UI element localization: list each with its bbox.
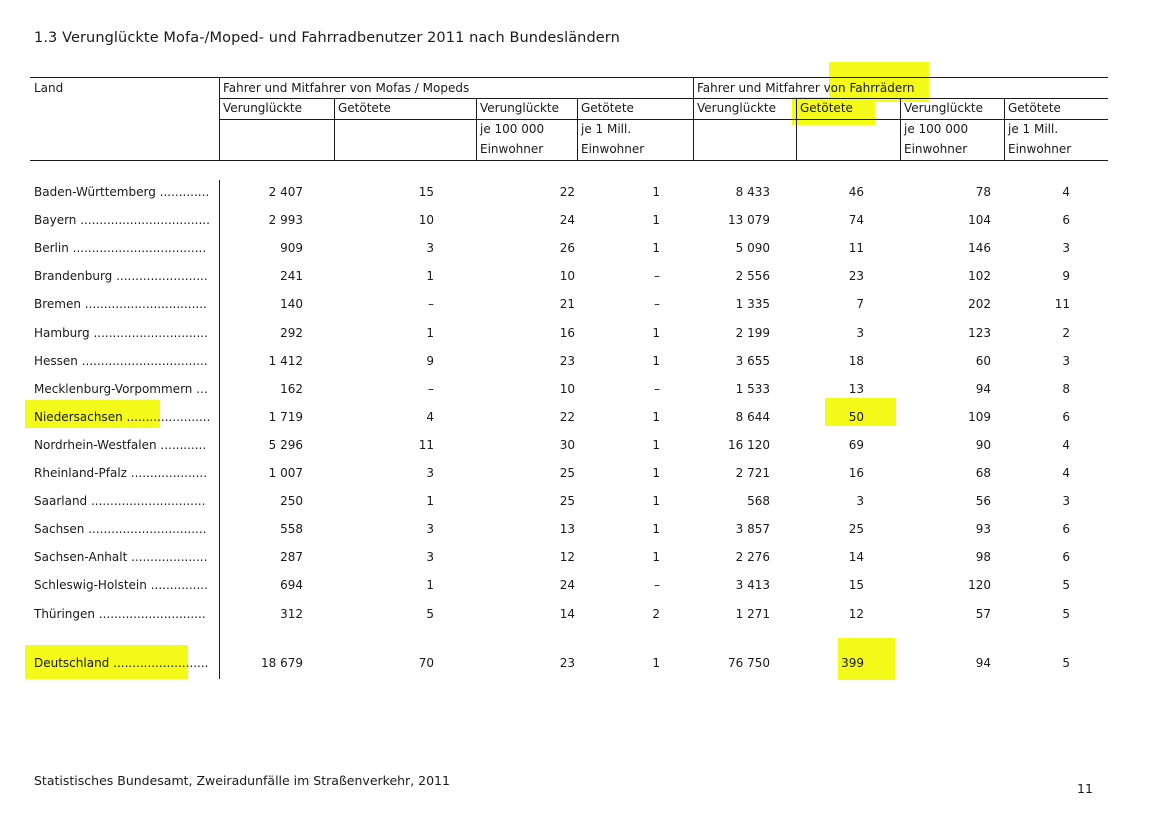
cell-value: 146: [968, 241, 991, 255]
cell-value: 1: [426, 269, 434, 283]
cell-value: 1: [652, 550, 660, 564]
cell-value: 94: [975, 656, 991, 670]
cell-value: 3 655: [735, 354, 770, 368]
cell-value: 104: [968, 213, 991, 227]
cell-value: 558: [280, 522, 303, 536]
cell-value: 12: [848, 607, 864, 621]
rule-sub: [219, 119, 1108, 120]
col-divider: [334, 98, 335, 160]
cell-value: 10: [559, 382, 575, 396]
cell-value: 3 413: [735, 578, 770, 592]
cell-value: 78: [975, 185, 991, 199]
row-land: [34, 382, 215, 396]
cell-value: 14: [848, 550, 864, 564]
header-verunglueckte: Verunglückte: [223, 101, 302, 115]
cell-value: 5: [1062, 656, 1070, 670]
cell-value: 16 120: [728, 438, 770, 452]
cell-value: 23: [559, 656, 575, 670]
cell-value: 7: [856, 297, 864, 311]
cell-value: 102: [968, 269, 991, 283]
cell-value: 18 679: [261, 656, 303, 670]
cell-value: 12: [559, 550, 575, 564]
row-land: [34, 522, 215, 536]
land-name: Rheinland-Pfalz: [34, 466, 127, 480]
cell-value: 3: [856, 326, 864, 340]
cell-value: 16: [848, 466, 864, 480]
cell-value: 241: [280, 269, 303, 283]
cell-value: 312: [280, 607, 303, 621]
cell-value: 25: [559, 466, 575, 480]
cell-value: 123: [968, 326, 991, 340]
leader-dots: ...................................: [68, 241, 207, 255]
cell-value: 1: [652, 241, 660, 255]
cell-value: 109: [968, 410, 991, 424]
land-name: Sachsen: [34, 522, 85, 536]
cell-value: 8 433: [735, 185, 770, 199]
leader-dots: ...............: [146, 578, 208, 592]
cell-value: 94: [975, 382, 991, 396]
cell-value: 15: [848, 578, 864, 592]
header-je-100000: je 100 000: [904, 122, 969, 136]
cell-value: 15: [418, 185, 434, 199]
header-getoetete: Getötete: [581, 101, 634, 115]
col-divider: [1004, 98, 1005, 160]
page-number: 11: [1077, 781, 1093, 796]
cell-value: 22: [559, 185, 575, 199]
cell-value: 6: [1062, 550, 1070, 564]
cell-value: 13: [559, 522, 575, 536]
col-divider: [796, 98, 797, 160]
cell-value: 1 007: [268, 466, 303, 480]
cell-value: 1: [652, 438, 660, 452]
cell-value: 76 750: [728, 656, 770, 670]
cell-value: 4: [1062, 466, 1070, 480]
land-name: Mecklenburg-Vorpommern: [34, 382, 193, 396]
cell-value: 1: [652, 213, 660, 227]
leader-dots: .........................: [109, 656, 209, 670]
header-einwohner: Einwohner: [904, 142, 968, 156]
cell-value: 1: [652, 522, 660, 536]
land-name: Niedersachsen: [34, 410, 123, 424]
land-name: Bayern: [34, 213, 77, 227]
cell-value: 3 857: [735, 522, 770, 536]
row-land: [34, 466, 215, 480]
header-einwohner: Einwohner: [1008, 142, 1072, 156]
col-divider: [476, 98, 477, 160]
cell-value: 8: [1062, 382, 1070, 396]
cell-value: –: [428, 297, 434, 311]
cell-value: 5 296: [268, 438, 303, 452]
land-name: Hamburg: [34, 326, 90, 340]
cell-value: 93: [975, 522, 991, 536]
header-getoetete: Getötete: [338, 101, 391, 115]
cell-value: 13 079: [728, 213, 770, 227]
cell-value: –: [654, 382, 660, 396]
cell-value: 50: [848, 410, 864, 424]
cell-value: 4: [1062, 438, 1070, 452]
land-name: Bremen: [34, 297, 81, 311]
cell-value: 5: [1062, 607, 1070, 621]
land-name: Baden-Württemberg: [34, 185, 156, 199]
cell-value: 6: [1062, 410, 1070, 424]
row-land: [34, 578, 215, 592]
row-land: [34, 607, 215, 621]
row-land: [34, 297, 215, 311]
cell-value: 11: [1054, 297, 1070, 311]
cell-value: 18: [848, 354, 864, 368]
land-name: Berlin: [34, 241, 69, 255]
cell-value: 60: [975, 354, 991, 368]
cell-value: 69: [848, 438, 864, 452]
row-land: [34, 494, 215, 508]
cell-value: 3: [1062, 241, 1070, 255]
cell-value: 6: [1062, 213, 1070, 227]
cell-value: 1: [426, 494, 434, 508]
cell-value: 8 644: [735, 410, 770, 424]
cell-value: 70: [418, 656, 434, 670]
leader-dots: ............................: [95, 607, 206, 621]
leader-dots: ................................: [80, 297, 207, 311]
row-land: [34, 656, 215, 670]
land-name: Brandenburg: [34, 269, 113, 283]
cell-value: 24: [559, 578, 575, 592]
cell-value: 16: [559, 326, 575, 340]
row-land: [34, 213, 215, 227]
cell-value: –: [654, 269, 660, 283]
cell-value: 2: [1062, 326, 1070, 340]
header-land: Land: [34, 81, 64, 95]
cell-value: 3: [856, 494, 864, 508]
cell-value: 4: [1062, 185, 1070, 199]
cell-value: 9: [1062, 269, 1070, 283]
row-land: [34, 550, 215, 564]
header-einwohner: Einwohner: [480, 142, 544, 156]
cell-value: 694: [280, 578, 303, 592]
rule-header-bottom: [30, 160, 1108, 161]
leader-dots: ..............................: [89, 326, 208, 340]
rule-top: [30, 77, 1108, 78]
cell-value: 21: [559, 297, 575, 311]
cell-value: 13: [848, 382, 864, 396]
leader-dots: ............: [156, 438, 207, 452]
cell-value: 9: [426, 354, 434, 368]
cell-value: 10: [559, 269, 575, 283]
land-name: Nordrhein-Westfalen: [34, 438, 157, 452]
row-land: [34, 269, 215, 283]
cell-value: 11: [848, 241, 864, 255]
cell-value: 14: [559, 607, 575, 621]
cell-value: 46: [848, 185, 864, 199]
cell-value: 24: [559, 213, 575, 227]
cell-value: 1 533: [735, 382, 770, 396]
cell-value: 22: [559, 410, 575, 424]
cell-value: 1: [426, 578, 434, 592]
cell-value: 120: [968, 578, 991, 592]
cell-value: 1 412: [268, 354, 303, 368]
cell-value: 1: [652, 326, 660, 340]
cell-value: 399: [841, 656, 864, 670]
cell-value: 250: [280, 494, 303, 508]
cell-value: 25: [559, 494, 575, 508]
cell-value: 57: [975, 607, 991, 621]
row-land: [34, 241, 215, 255]
header-einwohner: Einwohner: [581, 142, 645, 156]
row-land: [34, 185, 215, 199]
leader-dots: ...............................: [84, 522, 207, 536]
cell-value: 30: [559, 438, 575, 452]
cell-value: 5: [426, 607, 434, 621]
col-divider-mofa-fahrrad: [693, 77, 694, 160]
header-group-mofa: Fahrer und Mitfahrer von Mofas / Mopeds: [223, 81, 470, 95]
leader-dots: .............: [155, 185, 210, 199]
leader-dots: ..................................: [76, 213, 210, 227]
cell-value: 1 719: [268, 410, 303, 424]
cell-value: 1: [652, 466, 660, 480]
cell-value: 292: [280, 326, 303, 340]
cell-value: 2 721: [735, 466, 770, 480]
cell-value: 3: [1062, 494, 1070, 508]
row-land: [34, 438, 215, 452]
header-group-fahrrad: Fahrer und Mitfahrer von Fahrrädern: [697, 81, 915, 95]
table-title: 1.3 Verunglückte Mofa-/Moped- und Fahrradbenutzer 2011 nach Bundesländern: [34, 30, 620, 46]
cell-value: 2 993: [268, 213, 303, 227]
land-name: Hessen: [34, 354, 78, 368]
header-je-100000: je 100 000: [480, 122, 545, 136]
col-divider-land: [219, 77, 220, 160]
cell-value: 2 199: [735, 326, 770, 340]
cell-value: 98: [975, 550, 991, 564]
cell-value: 3: [426, 522, 434, 536]
cell-value: 3: [426, 241, 434, 255]
cell-value: 4: [426, 410, 434, 424]
cell-value: 2 407: [268, 185, 303, 199]
land-name: Sachsen-Anhalt: [34, 550, 128, 564]
cell-value: 287: [280, 550, 303, 564]
land-name: Saarland: [34, 494, 88, 508]
cell-value: 25: [848, 522, 864, 536]
cell-value: 1 335: [735, 297, 770, 311]
row-land: [34, 354, 215, 368]
cell-value: 202: [968, 297, 991, 311]
cell-value: 1: [652, 185, 660, 199]
cell-value: 10: [418, 213, 434, 227]
leader-dots: ....................: [127, 550, 208, 564]
cell-value: 26: [559, 241, 575, 255]
header-verunglueckte: Verunglückte: [697, 101, 776, 115]
rule-group: [219, 98, 1108, 99]
leader-dots: ......................: [122, 410, 211, 424]
cell-value: –: [428, 382, 434, 396]
cell-value: 1: [652, 494, 660, 508]
header-verunglueckte: Verunglückte: [480, 101, 559, 115]
leader-dots: ....................: [126, 466, 208, 480]
cell-value: 1: [652, 656, 660, 670]
leader-dots: .................................: [77, 354, 208, 368]
leader-dots: ...: [192, 382, 208, 396]
land-name: Schleswig-Holstein: [34, 578, 147, 592]
cell-value: 2: [652, 607, 660, 621]
cell-value: 74: [848, 213, 864, 227]
col-divider: [577, 98, 578, 160]
cell-value: 5: [1062, 578, 1070, 592]
cell-value: –: [654, 578, 660, 592]
header-verunglueckte: Verunglückte: [904, 101, 983, 115]
cell-value: 11: [418, 438, 434, 452]
leader-dots: ..............................: [87, 494, 206, 508]
leader-dots: ........................: [112, 269, 208, 283]
cell-value: –: [654, 297, 660, 311]
cell-value: 23: [559, 354, 575, 368]
cell-value: 23: [848, 269, 864, 283]
cell-value: 2 276: [735, 550, 770, 564]
cell-value: 2 556: [735, 269, 770, 283]
row-land: [34, 326, 215, 340]
cell-value: 1: [652, 354, 660, 368]
cell-value: 162: [280, 382, 303, 396]
land-name: Thüringen: [34, 607, 96, 621]
cell-value: 68: [975, 466, 991, 480]
cell-value: 1 271: [735, 607, 770, 621]
land-name: Deutschland: [34, 656, 110, 670]
cell-value: 3: [1062, 354, 1070, 368]
cell-value: 3: [426, 466, 434, 480]
footer-source: Statistisches Bundesamt, Zweiradunfälle im Straßenverkehr, 2011: [34, 773, 450, 788]
header-getoetete: Getötete: [800, 101, 853, 115]
header-je-1-mill: je 1 Mill.: [1008, 122, 1059, 136]
cell-value: 56: [975, 494, 991, 508]
row-land: [34, 410, 215, 424]
col-divider: [900, 98, 901, 160]
cell-value: 90: [975, 438, 991, 452]
cell-value: 568: [747, 494, 770, 508]
header-getoetete: Getötete: [1008, 101, 1061, 115]
cell-value: 909: [280, 241, 303, 255]
cell-value: 1: [652, 410, 660, 424]
cell-value: 6: [1062, 522, 1070, 536]
cell-value: 5 090: [735, 241, 770, 255]
cell-value: 1: [426, 326, 434, 340]
header-je-1-mill: je 1 Mill.: [581, 122, 632, 136]
cell-value: 140: [280, 297, 303, 311]
cell-value: 3: [426, 550, 434, 564]
